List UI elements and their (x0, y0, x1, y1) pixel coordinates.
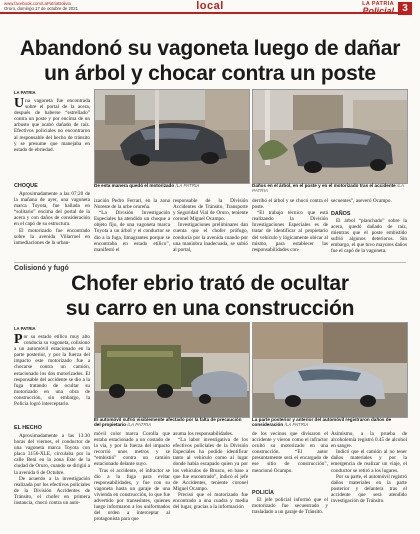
story1-col3-p1: responsable de la División Accidentes de Tránsito, Transporte y Seguridad Vial de Oruro, teniente coronel Miguel Ocampo. (173, 198, 248, 223)
photo4-credit: /LA PATRIA (284, 422, 309, 428)
damaged-car-photo (253, 323, 407, 417)
brand-sub: Policial (362, 6, 394, 16)
story1-col3-p2: Investigaciones preliminares dan cuenta que el chofer prófugo, conducía por la avenida cuando por una maniobra inadecuada, se subió al portal, (173, 222, 248, 253)
crashed-car-photo (95, 90, 249, 183)
story2-col3-p1: asuma los responsabilidades. (173, 431, 234, 437)
story1-col3 (173, 198, 248, 253)
story2-photo4 (252, 322, 408, 418)
story1-photo1-caption (94, 183, 248, 188)
story2-col3-p3: Precisó que el motorizado fue encontrado a una cuadra y media del lugar, gracias a la información (173, 491, 248, 511)
story2-headline-line1: Chofer ebrio trató de ocultar (71, 272, 349, 295)
story2-col4-subhead: POLICÍA (252, 490, 274, 496)
story2-col4-p2: El jefe policial informó que el motorizado fue secuestrado y trasladado a un garaje de Tránsito. (252, 497, 328, 516)
story2-col2 (94, 431, 170, 522)
story1-dropcap: U (14, 96, 25, 111)
story2-col4-p1: de los vecinos que divisaron el accidente y vieron como el infractor ocultó su motorizado en una construcción. “El autor presuntamente será el encargado de ese sitio de construcción”, mencionó Ocampo. (252, 431, 328, 474)
story1-kicker: LA PATRIA (14, 90, 36, 95)
story1-col4 (252, 198, 328, 253)
story1-subhead: CHOQUE (14, 183, 38, 189)
story1-col5-p1: secuentes”, aseveró Ocampo. (331, 198, 392, 204)
story-divider (14, 262, 406, 263)
story1-col5-subhead: DAÑOS (331, 211, 351, 217)
story1-col2-p1: ización Pedro Ferrari, en la zona Noreste de la urbe orureña. (94, 198, 170, 211)
story2-col1 (14, 334, 90, 407)
story2-col4 (252, 431, 328, 474)
photo4-caption-text: La parte posterior y anterior del automóvil registraron daños de consideración (252, 417, 392, 428)
website-text: www.facebook.com/LaPatriaBolivia (4, 1, 71, 6)
photo2-caption-text: Daños en el árbol, en el poste y en el motorizado tras el accidente (252, 183, 396, 188)
photo3-credit: /LA PATRIA (127, 422, 152, 428)
story2-photo4-caption (252, 417, 406, 427)
story2-subhead: EL HECHO (14, 425, 42, 431)
story1-photo2 (252, 89, 408, 184)
accident-scene-photo (253, 90, 407, 183)
story2-photo3 (94, 322, 250, 418)
story1-col1-p3: El motorizado fue encontrado sobre la avenida Villarroel en inmediaciones de la urban- (14, 227, 90, 246)
photo3-caption-text: El automóvil sufrió visiblemente afectado por la falta de precaución del propietario (94, 417, 242, 428)
story2-col2-p2: Tras el accidente, el infractor se dio a la fuga para evitar responsabilidades, y fue con su vagoneta hasta un garaje de una vivienda en construcción, lo que fue advertido por transeúntes, quienes luego informaron a los uniformados del orden a interceptar al protagonista para que (94, 467, 170, 523)
story1-photo2-caption (252, 183, 406, 193)
story2-col1-p2: Aproximadamente a las 13:30 horas del viernes, el conductor de una vagoneta marca Toyota con placa 3156-XLE, circulaba por la calle Beni en la zona Este de la ciudad de Oruro, cuando se dirigió a la avenida 6 de Octubre. (14, 433, 90, 476)
story1-col5 (331, 198, 407, 204)
brand-logo (338, 1, 394, 16)
story1-col5-body (331, 218, 407, 255)
story2-col5-p2: Indicó que el camión al no tener daños materiales y por la emergencia de realizar un viaje, el conductor se retiró a los lugares. (331, 449, 407, 474)
story1-col1-body (14, 191, 90, 246)
story2-col4-body (252, 497, 328, 515)
truck-and-car-photo (95, 323, 249, 417)
story2-col5-p3: Por su parte, el automóvil registró daños materiales en la parte posterior y delantera tras el accidente que será atendido investigación de Tránsito. (331, 473, 407, 505)
story2-col1-p3: De acuerdo a la investigación realizada por los efectivos policiales de la División Accidentes de Tránsito, el chofer en primera instancia, chocó contra un auto- (14, 475, 90, 507)
story2-col1-body (14, 433, 90, 506)
story1-col5-p2: El árbol “planchado” sobre la acera, quedó dañado de raíz, mientras que el poste embistido sufrió algunos deterioros. Sin embargo, el que tuvo mayores daños fue el capó de la vagoneta. (331, 218, 407, 255)
story1-headline-line1: Abandonó su vagoneta luego de dañar (19, 37, 401, 60)
story2-col5-p1: Asimismo, a la prueba de alcoholemia registró 0.45 de alcohol en sangre. (331, 431, 407, 450)
story2-kicker: LA PATRIA (14, 326, 36, 331)
page-header (0, 0, 420, 36)
story1-col2 (94, 198, 170, 253)
story1-col1-p2: Aproximadamente a las 07:20 de la mañana de ayer, una vagoneta marca Toyota, fue hallada en “solitario” encima del portal de la acera y con daños de consideración en el capó de su estructura. (14, 191, 90, 228)
brand-top: LA PATRIA (362, 1, 394, 7)
story2-col2-p1: móvil color marca Corolla que estaba estacionado a un costado de la vía, y por la fuerza del impacto recorrió unos metros y se “embistió” contra un camión estacionado delante suyo. (94, 431, 170, 468)
story1-lead: na vagoneta fue encontrada sobre el portal de la acera, después de haberse “estrellado” contra un poste y por encima de un arbusto que acabó dañado de raíz. Efectivos policiales no encontraron al responsable del hecho de tránsito y se presume que manejaba en estado de ebriedad. (14, 98, 90, 153)
page-number: 3 (398, 2, 412, 15)
story2-section-kicker: Colisionó y fugó (14, 265, 69, 272)
story2-dropcap: P (14, 332, 23, 347)
story2-lead: or su estado etílico muy alto conducía su vagoneta, colisionó a un automóvil estacionado en la parte posterior, y por la fuerza del impacto este motorizado fue a chocarse contra un camión, estacionado los dos motorizados. El responsable del accidente se dio a la fuga tratando de ocultar su motorizado en una obra de construcción, sin embargo, la Policía logró interceptarlo. (14, 334, 90, 408)
photo1-credit: /LA PATRIA (175, 183, 200, 188)
story1-col1 (14, 98, 90, 153)
story1-photo1 (94, 89, 250, 184)
story2-headline-line2: su carro en una construcción (65, 297, 355, 320)
section-name: local (196, 0, 224, 12)
photo1-caption-text: De esta manera quedó el motorizado (94, 183, 175, 188)
story1-col2-p2: “La División Investigación Especiales ha atendido un choque a objeto fijo, de una vagoneta marca Toyota a un árbol y el conductor se dio a la fuga, limagrantes porque se encontraba en estado etílico”, manifestó el (94, 210, 170, 253)
story2-col5 (331, 431, 407, 504)
story2-headline (0, 272, 420, 322)
photo2-credit: /LA PATRIA (252, 183, 404, 194)
story1-col4-p2: “El trabajo técnico que está realizando la División Investigaciones Especiales es de tratar de identificar al propietario del vehículo y lógicamente ubicar al mismo, para establecer las responsabilidades con- (252, 210, 328, 253)
dateline: Oruro, domingo 17 de octubre de 2021 (4, 6, 79, 11)
story2-col3-p2: “La labor investigativa de los efectivos policiales de la División Especiales ha podido identificar tanto al vehículo como al lugar donde había escapado quien ya por los vehículos de Brusco, en base a que fue encontrado”, indicó el jefe de Accidentes, teniente coronel Miguel Ocampo. (173, 437, 248, 492)
story1-headline (0, 37, 420, 87)
story2-col3 (173, 431, 248, 510)
story1-col4-p1: derribó el árbol y se chocó contra el poste. (252, 198, 328, 211)
story2-photo3-caption (94, 417, 248, 427)
story1-headline-line2: un árbol y chocar contra un poste (44, 62, 376, 85)
